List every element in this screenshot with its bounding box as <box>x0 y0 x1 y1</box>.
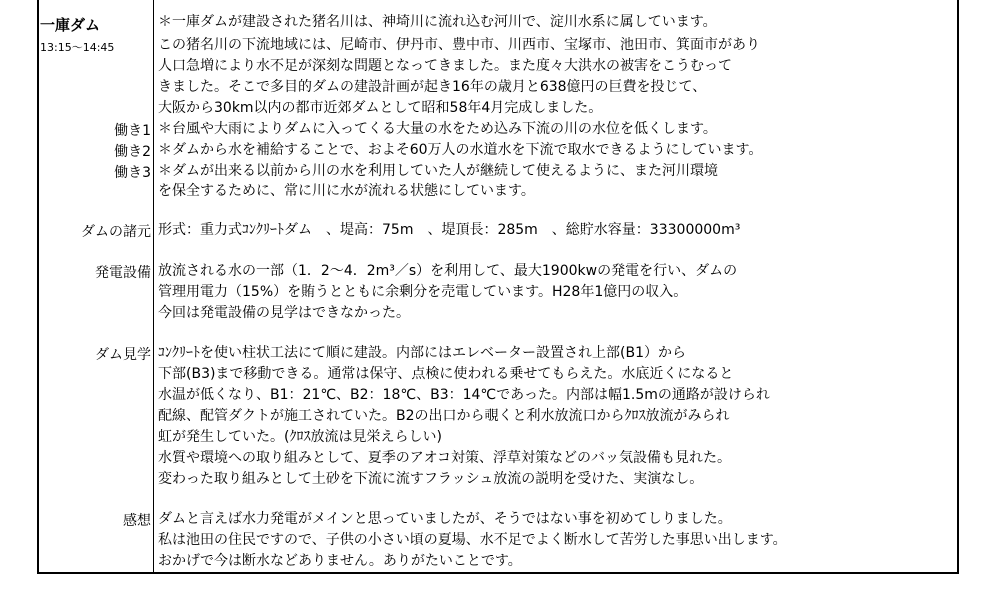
tour-label: ダム見学 <box>95 347 151 363</box>
tour-line: 水質や環境への取り組みとして、夏季のアオコ対策、浮草対策などのバッ気設備も見れた。 <box>158 450 732 466</box>
impressions-label: 感想 <box>123 513 151 529</box>
column-divider <box>153 0 154 572</box>
tour-line: 水温が低くなり、B1：21℃、B2：18℃、B3：14℃であった。内部は幅1.5mの通路が設けられ <box>158 387 770 403</box>
overview-line: この猪名川の下流地域には、尼崎市、伊丹市、豊中市、川西市、宝塚市、池田市、箕面市があり <box>158 37 760 53</box>
tour-line: 虹が発生していた。(ｸﾛｽ放流は見栄えらしい) <box>158 429 442 445</box>
function-text: ＊台風や大雨によりダムに入ってくる大量の水をため込み下流の川の水位を低くします。 <box>158 121 717 137</box>
overview-line: 大阪から30km以内の都市近郊ダムとして昭和58年4月完成しました。 <box>158 100 603 116</box>
power-line: 管理用電力（15%）を賄うとともに余剰分を売電しています。H28年1億円の収入。 <box>158 284 688 300</box>
impressions-line: ダムと言えば水力発電がメインと思っていましたが、そうではない事を初めてしりました。 <box>158 511 732 527</box>
function-label: 働き2 <box>114 144 151 160</box>
overview-line: ＊一庫ダムが建設された猪名川は、神埼川に流れ込む河川で、淀川水系に属しています。 <box>158 14 717 30</box>
function-label: 働き3 <box>114 165 151 181</box>
function-label: 働き1 <box>114 123 151 139</box>
overview-line: 人口急増により水不足が深刻な問題となってきました。また度々大洪水の被害をこうむって <box>158 58 732 74</box>
overview-line: きました。そこで多目的ダムの建設計画が起き16年の歳月と638億円の巨費を投じて、 <box>158 79 707 95</box>
impressions-line: おかげで今は断水などありません。ありがたいことです。 <box>158 553 522 569</box>
visit-time: 13:15～14:45 <box>40 41 115 54</box>
specs-text: 形式：重力式ｺﾝｸﾘｰﾄダム 、堤高：75m 、堤頂長：285m 、総貯水容量：33300000m³ <box>158 222 741 238</box>
power-line: 今回は発電設備の見学はできなかった。 <box>158 305 410 321</box>
tour-line: ｺﾝｸﾘｰﾄを使い柱状工法にて順に建設。内部にはエレベーター設置され上部(B1）から <box>158 345 686 361</box>
tour-line: 変わった取り組みとして土砂を下流に流すフラッシュ放流の説明を受けた、実演なし。 <box>158 471 704 487</box>
impressions-line: 私は池田の住民ですので、子供の小さい頃の夏場、水不足でよく断水して苦労した事思い出します。 <box>158 532 787 548</box>
power-label: 発電設備 <box>95 265 151 281</box>
page-title: 一庫ダム <box>40 16 101 34</box>
function-text: ＊ダムが出来る以前から川の水を利用していた人が継続して使えるように、また河川環境 <box>158 163 718 179</box>
power-line: 放流される水の一部（1．2～4．2m³／s）を利用して、最大1900kwの発電を行い、ダムの <box>158 263 738 279</box>
tour-line: 配線、配管ダクトが施工されていた。B2の出口から覗くと利水放流口からｸﾛｽ放流がみられ <box>158 408 730 424</box>
function-text: ＊ダムから水を補給することで、およそ60万人の水道水を下流で取水できるようにしています。 <box>158 142 763 158</box>
tour-line: 下部(B3)まで移動できる。通常は保守、点検に使われる乗せてもらえた。水底近くになると <box>158 366 734 382</box>
function-text: を保全するために、常に川に水が流れる状態にしています。 <box>158 183 535 199</box>
specs-label: ダムの諸元 <box>81 224 151 240</box>
